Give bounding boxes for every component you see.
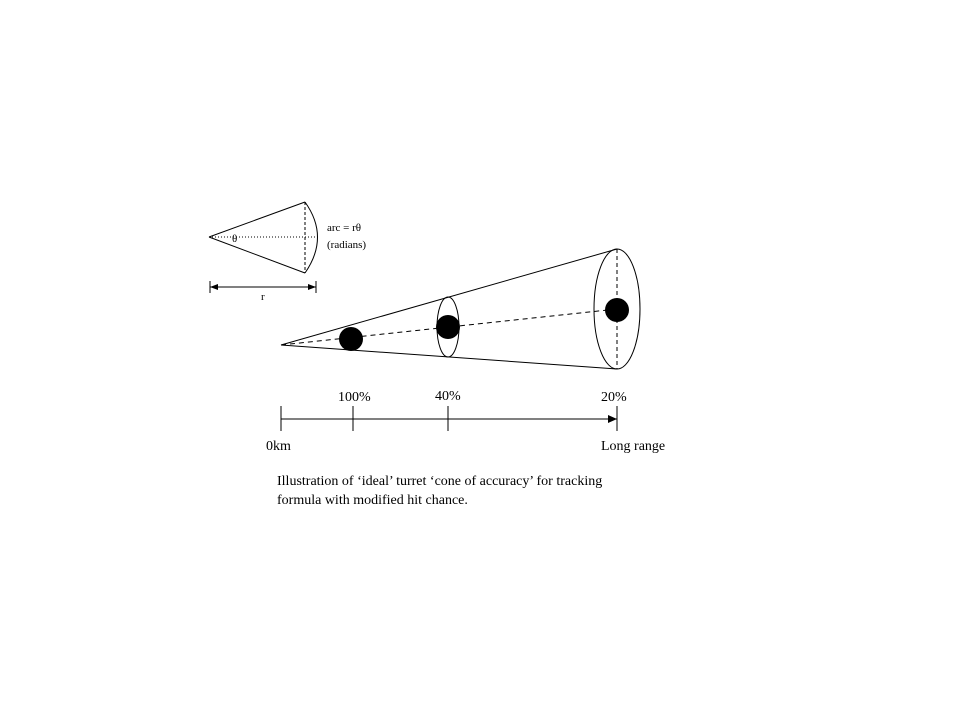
distance-axis [266, 389, 665, 454]
axis-start-label: 0km [266, 439, 291, 454]
arc-label-line2: (radians) [327, 239, 367, 251]
hit-ball-near [339, 327, 363, 351]
hit-ball-mid [436, 315, 460, 339]
hit-ball-far [605, 298, 629, 322]
axis-arrowhead [608, 415, 617, 423]
radius-label: r [261, 291, 265, 303]
sector-diagram [209, 202, 366, 303]
axis-end-label: Long range [601, 439, 666, 454]
caption [277, 472, 677, 510]
cone [281, 249, 640, 369]
sector-lower-edge [209, 237, 305, 273]
theta-label: θ [232, 233, 238, 245]
caption-line2: formula with modified hit chance. [277, 493, 468, 508]
radius-arrowhead-right [308, 284, 316, 290]
radius-arrowhead-left [210, 284, 218, 290]
marker-label-100: 100% [338, 390, 371, 405]
marker-label-20: 20% [601, 390, 627, 405]
sector-upper-edge [209, 202, 305, 237]
arc-label-line1: arc = rθ [327, 222, 362, 234]
marker-label-40: 40% [435, 389, 461, 404]
caption-line1: Illustration of ‘ideal’ turret ‘cone of accuracy’ for tracking [277, 474, 603, 489]
